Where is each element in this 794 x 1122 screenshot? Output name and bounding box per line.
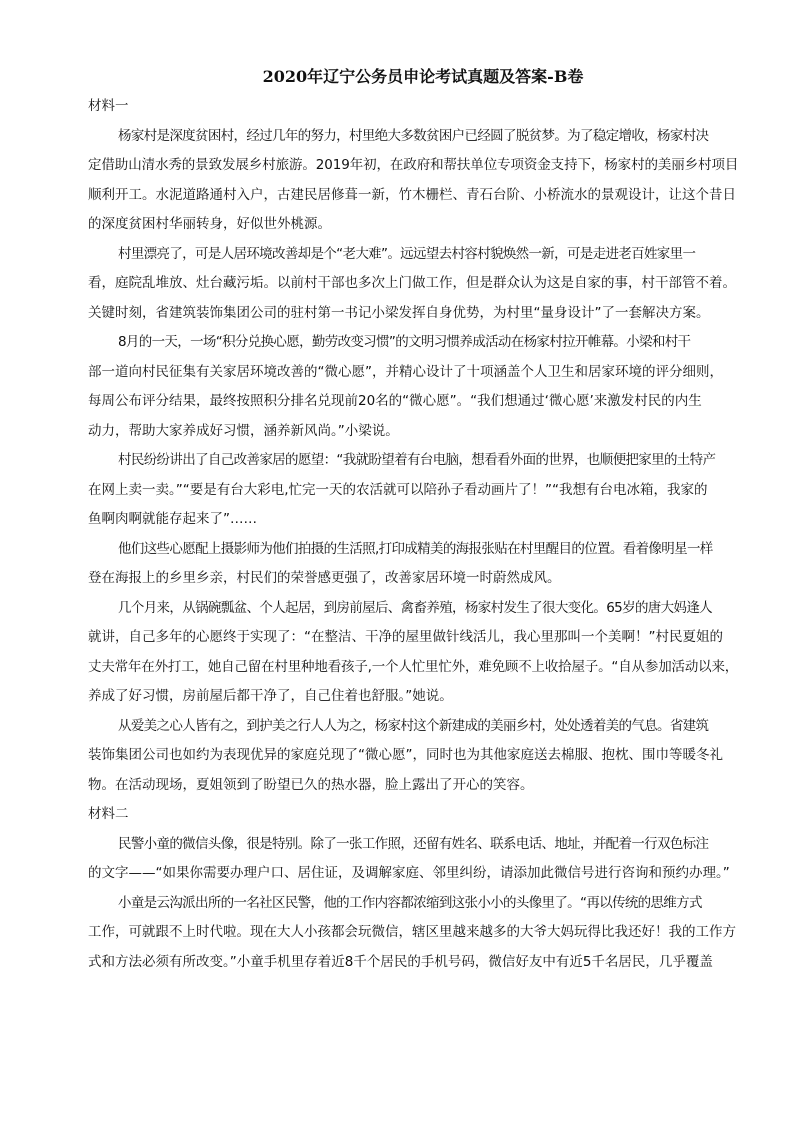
- text-line: 8月的一天，一场“积分兑换心愿，勤劳改变习惯”的文明习惯养成活动在杨家村拉开帷幕。小梁和村干: [118, 334, 691, 350]
- paragraph: [88, 446, 738, 535]
- paragraph: [88, 328, 738, 446]
- text-line: 在网上卖一卖。”“要是有台大彩电,忙完一天的农活就可以陪孙子看动画片了！”“我想有台电冰箱，我家的: [88, 481, 708, 498]
- text-line: 物。在活动现场，夏姐领到了盼望已久的热水器，脸上露出了开心的笑容。: [88, 776, 534, 793]
- text-line: 小童是云沟派出所的一名社区民警，他的工作内容都浓缩到这张小小的头像里了。“再以传统的思维方式: [118, 894, 702, 911]
- text-line: 的深度贫困村华丽转身，好似世外桃源。: [88, 216, 331, 232]
- text-line: 村民纷纷讲出了自己改善家居的愿望：“我就盼望着有台电脑，想看看外面的世界，也顺便把家里的土特产: [118, 452, 716, 468]
- text-line: 杨家村是深度贫困村，经过几年的努力，村里绝大多数贫困户已经圆了脱贫梦。为了稳定增收，杨家村决: [118, 127, 709, 144]
- paragraph: [88, 712, 738, 801]
- text-line: 每周公布评分结果，最终按照积分排名兑现前20名的“微心愿”。“我们想通过‘微心愿’来激发村民的内生: [88, 393, 702, 409]
- text-line: 顺利开工。水泥道路通村入户，古建民居修葺一新，竹木栅栏、青石台阶、小桥流水的景观设计，让这个昔日: [88, 186, 736, 203]
- text-line: 养成了好习惯，房前屋后都干净了，自己住着也舒服。”她说。: [88, 688, 453, 704]
- text-line: 定借助山清水秀的景致发展乡村旅游。2019年初，在政府和帮扶单位专项资金支持下，杨家村的美丽乡村项目: [88, 157, 738, 173]
- paragraph: [88, 594, 738, 712]
- paragraph: [88, 240, 738, 329]
- text-line: 动力，帮助大家养成好习惯，涵养新风尚。”小梁说。: [88, 422, 399, 439]
- section-heading: 材料一: [88, 98, 129, 114]
- text-line: 丈夫常年在外打工，她自己留在村里种地看孩子,一个人忙里忙外，难免顾不上收拾屋子。“自从参加活动以来，: [88, 658, 738, 675]
- paragraph: [88, 122, 738, 240]
- text-line: 几个月来，从锅碗瓢盆、个人起居，到房前屋后、禽畜养殖，杨家村发生了很大变化。65岁的唐大妈逢人: [118, 599, 713, 616]
- section-material-2: [88, 800, 738, 977]
- paragraph: [88, 535, 738, 594]
- document-title: 2020年辽宁公务员申论考试真题及答案-B卷: [262, 67, 584, 86]
- text-line: 村里漂亮了，可是人居环境改善却是个“老大难”。远远望去村容村貌焕然一新，可是走进老百姓家里一: [118, 245, 696, 262]
- text-line: 工作，可就跟不上时代啦。现在大人小孩都会玩微信，辖区里越来越多的大爷大妈玩得比我还好！我的工作方: [88, 924, 736, 940]
- text-line: 从爱美之心人皆有之，到护美之行人人为之，杨家村这个新建成的美丽乡村，处处透着美的气息。省建筑: [118, 717, 709, 734]
- section-heading: 材料二: [88, 806, 129, 822]
- document-page: [88, 62, 738, 977]
- text-line: 式和方法必须有所改变。”小童手机里存着近8千个居民的手机号码，微信好友中有近5千名居民，几乎覆盖: [88, 953, 713, 970]
- text-line: 关键时刻，省建筑装饰集团公司的驻村第一书记小梁发挥自身优势，为村里“量身设计”了一套解决方案。: [88, 304, 710, 321]
- text-line: 他们这些心愿配上摄影师为他们拍摄的生活照,打印成精美的海报张贴在村里醒目的位置。看着像明星一样: [118, 540, 713, 557]
- paragraph: [88, 889, 738, 978]
- paragraph: [88, 830, 738, 889]
- text-line: 鱼啊肉啊就能存起来了”……: [88, 511, 257, 527]
- text-line: 看，庭院乱堆放、灶台藏污垢。以前村干部也多次上门做工作，但是群众认为这是自家的事，村干部管不着。: [88, 275, 736, 291]
- text-line: 民警小童的微信头像，很是特别。除了一张工作照，还留有姓名、联系电话、地址，并配着一行双色标注: [118, 835, 709, 852]
- text-line: 装饰集团公司也如约为表现优异的家庭兑现了“微心愿”，同时也为其他家庭送去棉服、抱枕、围巾等暖冬礼: [88, 747, 723, 763]
- text-line: 就讲，自己多年的心愿终于实现了：“在整洁、干净的屋里做针线活儿，我心里那叫一个美啊！”村民夏姐的: [88, 629, 723, 645]
- section-material-1: [88, 92, 738, 800]
- text-line: 的文字——“如果你需要办理户口、居住证，及调解家庭、邻里纠纷，请添加此微信号进行咨询和预约办理。”: [88, 865, 730, 881]
- text-line: 登在海报上的乡里乡亲，村民们的荣誉感更强了，改善家居环境一时蔚然成风。: [88, 570, 561, 586]
- text-line: 部一道向村民征集有关家居环境改善的“微心愿”，并精心设计了十项涵盖个人卫生和居家环境的评分细则，: [88, 363, 723, 380]
